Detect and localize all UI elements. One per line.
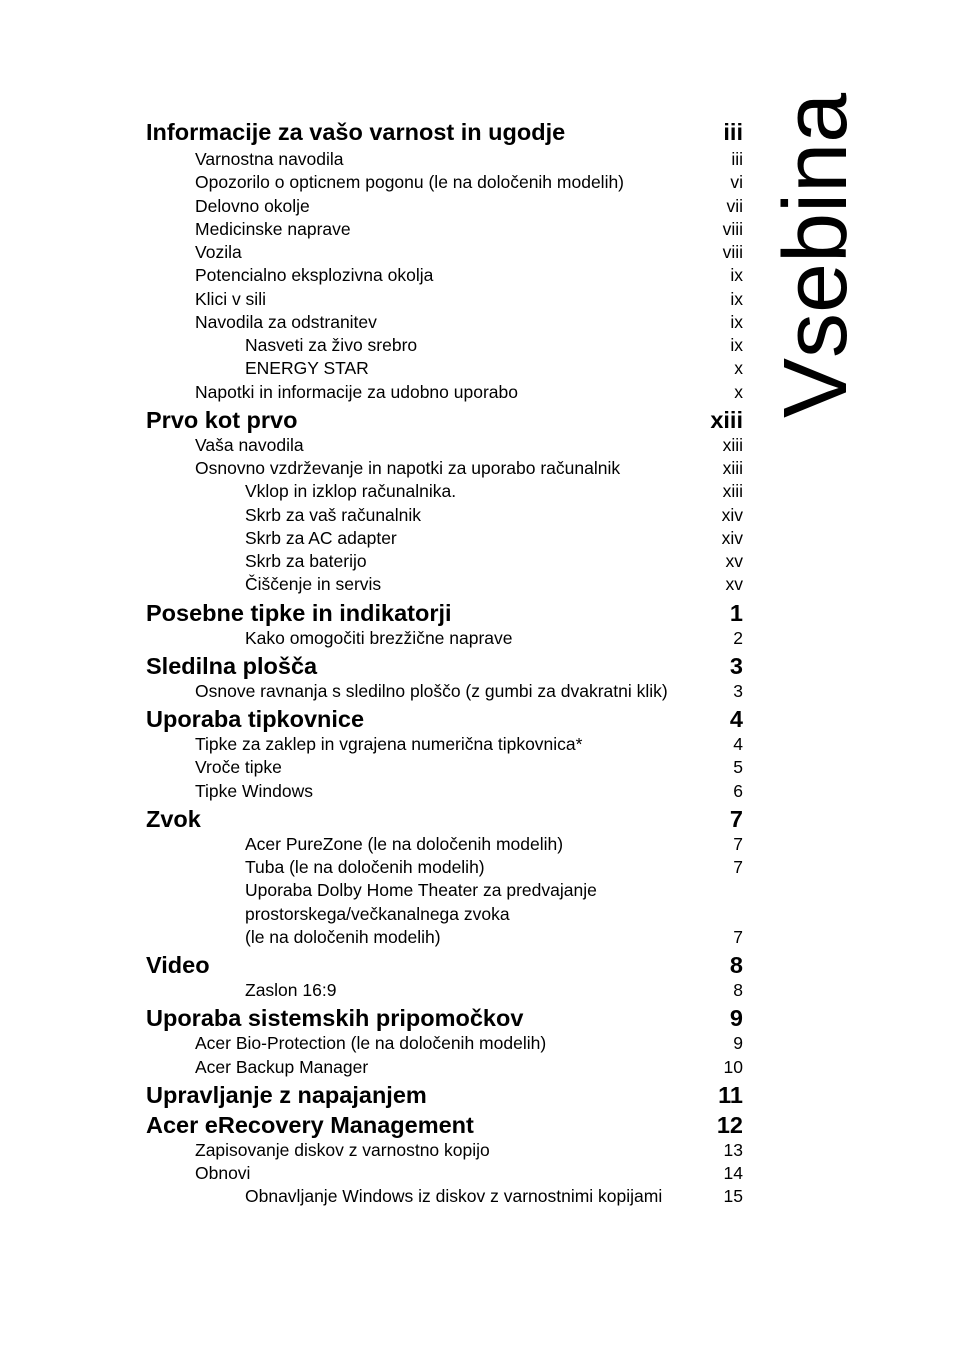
toc-entry-title: Informacije za vašo varnost in ugodje [146, 119, 566, 145]
toc-entry-page: 6 [733, 780, 743, 801]
toc-entry-page: 2 [733, 627, 743, 648]
toc-entry-title: (le na določenih modelih) [245, 926, 441, 947]
toc-entry[interactable] [146, 879, 743, 902]
toc-entry[interactable] [146, 780, 743, 803]
toc-entry-title: Medicinske naprave [195, 218, 351, 239]
toc-entry-page: 7 [733, 857, 743, 877]
toc-entry-title: Zaslon 16:9 [245, 980, 337, 1000]
toc-entry[interactable] [146, 218, 743, 241]
toc-chapter[interactable] [146, 597, 743, 627]
toc-entry-page: ix [730, 311, 743, 332]
toc-entry-title: ENERGY STAR [245, 358, 369, 379]
toc-chapter[interactable] [146, 404, 743, 434]
toc-chapter[interactable] [146, 1109, 743, 1139]
toc-entry[interactable] [146, 903, 743, 926]
toc-entry-page: xiv [721, 504, 743, 525]
toc-chapter[interactable] [146, 1079, 743, 1109]
toc-entry-title: Obnavljanje Windows iz diskov z varnostnimi kopijami [245, 1186, 663, 1207]
toc-entry-page: iii [723, 119, 743, 145]
toc-entry[interactable] [146, 195, 743, 218]
toc-entry-title: Prvo kot prvo [146, 406, 298, 433]
toc-entry-title: Kako omogočiti brezžične naprave [245, 627, 513, 648]
toc-entry-title: Opozorilo o opticnem pogonu (le na določenih modelih) [195, 172, 625, 193]
toc-entry-page: xiii [710, 406, 743, 433]
toc-entry-page: iii [731, 149, 743, 169]
toc-entry-page: 12 [716, 1111, 743, 1138]
toc-entry-title: Nasveti za živo srebro [245, 335, 418, 355]
toc-entry[interactable] [146, 288, 743, 311]
toc-entry[interactable] [146, 457, 743, 480]
toc-entry[interactable] [146, 527, 743, 550]
toc-entry-page: viii [722, 218, 743, 239]
side-title [766, 92, 866, 418]
toc-chapter[interactable] [146, 803, 743, 833]
toc-entry-page: 1 [729, 599, 743, 626]
toc-entry-title: Uporaba Dolby Home Theater za predvajanje [245, 880, 597, 901]
toc-entry-page: xv [725, 551, 743, 571]
toc-entry[interactable] [146, 171, 743, 194]
toc-entry-page: xiv [721, 527, 743, 548]
toc-entry-title: Tuba (le na določenih modelih) [245, 857, 485, 877]
toc-entry-page: x [734, 381, 743, 402]
toc-entry-title: Tipke za zaklep in vgrajena numerična tipkovnica* [195, 734, 583, 754]
toc-entry-page: 3 [729, 652, 743, 679]
toc-entry-page: x [734, 358, 743, 379]
toc-entry[interactable] [146, 334, 743, 357]
toc-entry-page: 10 [723, 1056, 743, 1077]
toc-entry-page: 9 [733, 1033, 743, 1054]
toc-entry-title: Acer Backup Manager [195, 1056, 369, 1077]
toc-entry-page: 13 [723, 1139, 743, 1160]
toc-entry-page: xiii [722, 434, 743, 455]
toc-entry[interactable] [146, 1056, 743, 1079]
toc-entry-title: Video [146, 952, 210, 978]
toc-entry[interactable] [146, 573, 743, 596]
toc-chapter[interactable] [146, 650, 743, 680]
toc-entry-title: Napotki in informacije za udobno uporabo [195, 381, 518, 402]
toc-entry-page: 7 [733, 926, 743, 947]
toc-entry-title: Skrb za AC adapter [245, 527, 397, 548]
toc-chapter[interactable] [146, 949, 743, 979]
toc-entry-title: Čiščenje in servis [245, 574, 382, 595]
toc-entry[interactable] [146, 357, 743, 380]
toc-entry-title: Skrb za vaš računalnik [245, 504, 422, 525]
toc-entry-title: Zapisovanje diskov z varnostno kopijo [195, 1139, 490, 1160]
toc-chapter[interactable] [146, 1002, 743, 1032]
toc-entry[interactable] [146, 504, 743, 527]
toc-entry[interactable] [146, 627, 743, 650]
toc-entry[interactable] [146, 1185, 743, 1208]
toc-entry-title: Sledilna plošča [146, 652, 318, 679]
toc-entry-page: viii [722, 242, 743, 262]
toc-entry-title: Acer Bio-Protection (le na določenih modelih) [195, 1033, 547, 1054]
toc-entry-title: Varnostna navodila [195, 149, 344, 169]
toc-entry[interactable] [146, 680, 743, 703]
toc-entry-page: xiii [722, 481, 743, 502]
toc-entry[interactable] [146, 264, 743, 287]
toc-entry[interactable] [146, 434, 743, 457]
toc-entry-title: Zvok [146, 805, 201, 832]
toc-entry-page: 11 [718, 1081, 743, 1108]
toc-entry-title: Obnovi [195, 1163, 251, 1183]
toc-entry-title: Skrb za baterijo [245, 551, 367, 571]
toc-entry[interactable] [146, 756, 743, 779]
toc-entry-title: Posebne tipke in indikatorji [146, 599, 452, 626]
toc-entry[interactable] [146, 979, 743, 1002]
toc-entry-page: vi [730, 172, 743, 193]
toc-entry-title: Klici v sili [195, 288, 266, 309]
toc-entry-page: vii [726, 195, 743, 216]
toc-entry-title: Vaša navodila [195, 434, 304, 455]
toc-entry-title: Tipke Windows [195, 780, 313, 801]
toc-entry-page: 9 [729, 1005, 743, 1032]
toc-entry-page: 5 [733, 757, 743, 778]
toc-chapter[interactable] [146, 703, 743, 733]
toc-entry[interactable] [146, 1032, 743, 1055]
toc-entry-title: Upravljanje z napajanjem [146, 1081, 427, 1108]
toc-entry-title: Vroče tipke [195, 757, 282, 778]
toc-entry[interactable] [146, 381, 743, 404]
toc-entry[interactable] [146, 1162, 743, 1185]
toc-entry[interactable] [146, 241, 743, 264]
toc-entry-title: Osnove ravnanja s sledilno ploščo (z gumbi za dvakratni klik) [195, 680, 668, 701]
toc-entry-title: Vklop in izklop računalnika. [245, 481, 457, 502]
table-of-contents [146, 116, 743, 1209]
toc-entry-page: 15 [723, 1186, 743, 1207]
toc-entry-title: Uporaba sistemskih pripomočkov [146, 1005, 524, 1032]
toc-entry-page: ix [730, 288, 743, 309]
toc-entry-page: xv [725, 574, 743, 595]
toc-entry-page: ix [730, 265, 743, 286]
toc-entry-title: Acer eRecovery Management [146, 1111, 474, 1138]
toc-entry-page: 8 [733, 980, 743, 1000]
toc-entry-title: Acer PureZone (le na določenih modelih) [245, 833, 564, 854]
toc-entry[interactable] [146, 856, 743, 879]
toc-entry[interactable] [146, 480, 743, 503]
toc-entry[interactable] [146, 926, 743, 949]
toc-entry-page: 14 [723, 1163, 743, 1183]
toc-entry-title: Uporaba tipkovnice [146, 706, 365, 732]
toc-entry-page: xiii [722, 458, 743, 478]
toc-entry[interactable] [146, 833, 743, 856]
toc-entry[interactable] [146, 311, 743, 334]
toc-entry-title: prostorskega/večkanalnega zvoka [245, 903, 510, 924]
toc-chapter[interactable] [146, 116, 743, 148]
toc-entry-page: 4 [733, 734, 743, 754]
toc-entry[interactable] [146, 148, 743, 171]
toc-entry-page: 7 [733, 833, 743, 854]
toc-entry-page: 7 [729, 805, 743, 832]
toc-entry[interactable] [146, 733, 743, 756]
toc-entry-title: Potencialno eksplozivna okolja [195, 265, 434, 286]
toc-entry-title: Navodila za odstranitev [195, 311, 377, 332]
toc-entry-title: Osnovno vzdrževanje in napotki za uporabo računalnik [195, 458, 621, 478]
toc-entry-title: Delovno okolje [195, 195, 310, 216]
toc-entry-page: ix [730, 335, 743, 355]
side-title-text: Vsebina [766, 92, 866, 418]
toc-entry[interactable] [146, 1139, 743, 1162]
toc-entry-page: 8 [729, 952, 743, 978]
toc-entry-title: Vozila [195, 242, 242, 262]
toc-entry-page: 3 [733, 680, 743, 701]
toc-entry[interactable] [146, 550, 743, 573]
toc-entry-page: 4 [729, 706, 743, 732]
